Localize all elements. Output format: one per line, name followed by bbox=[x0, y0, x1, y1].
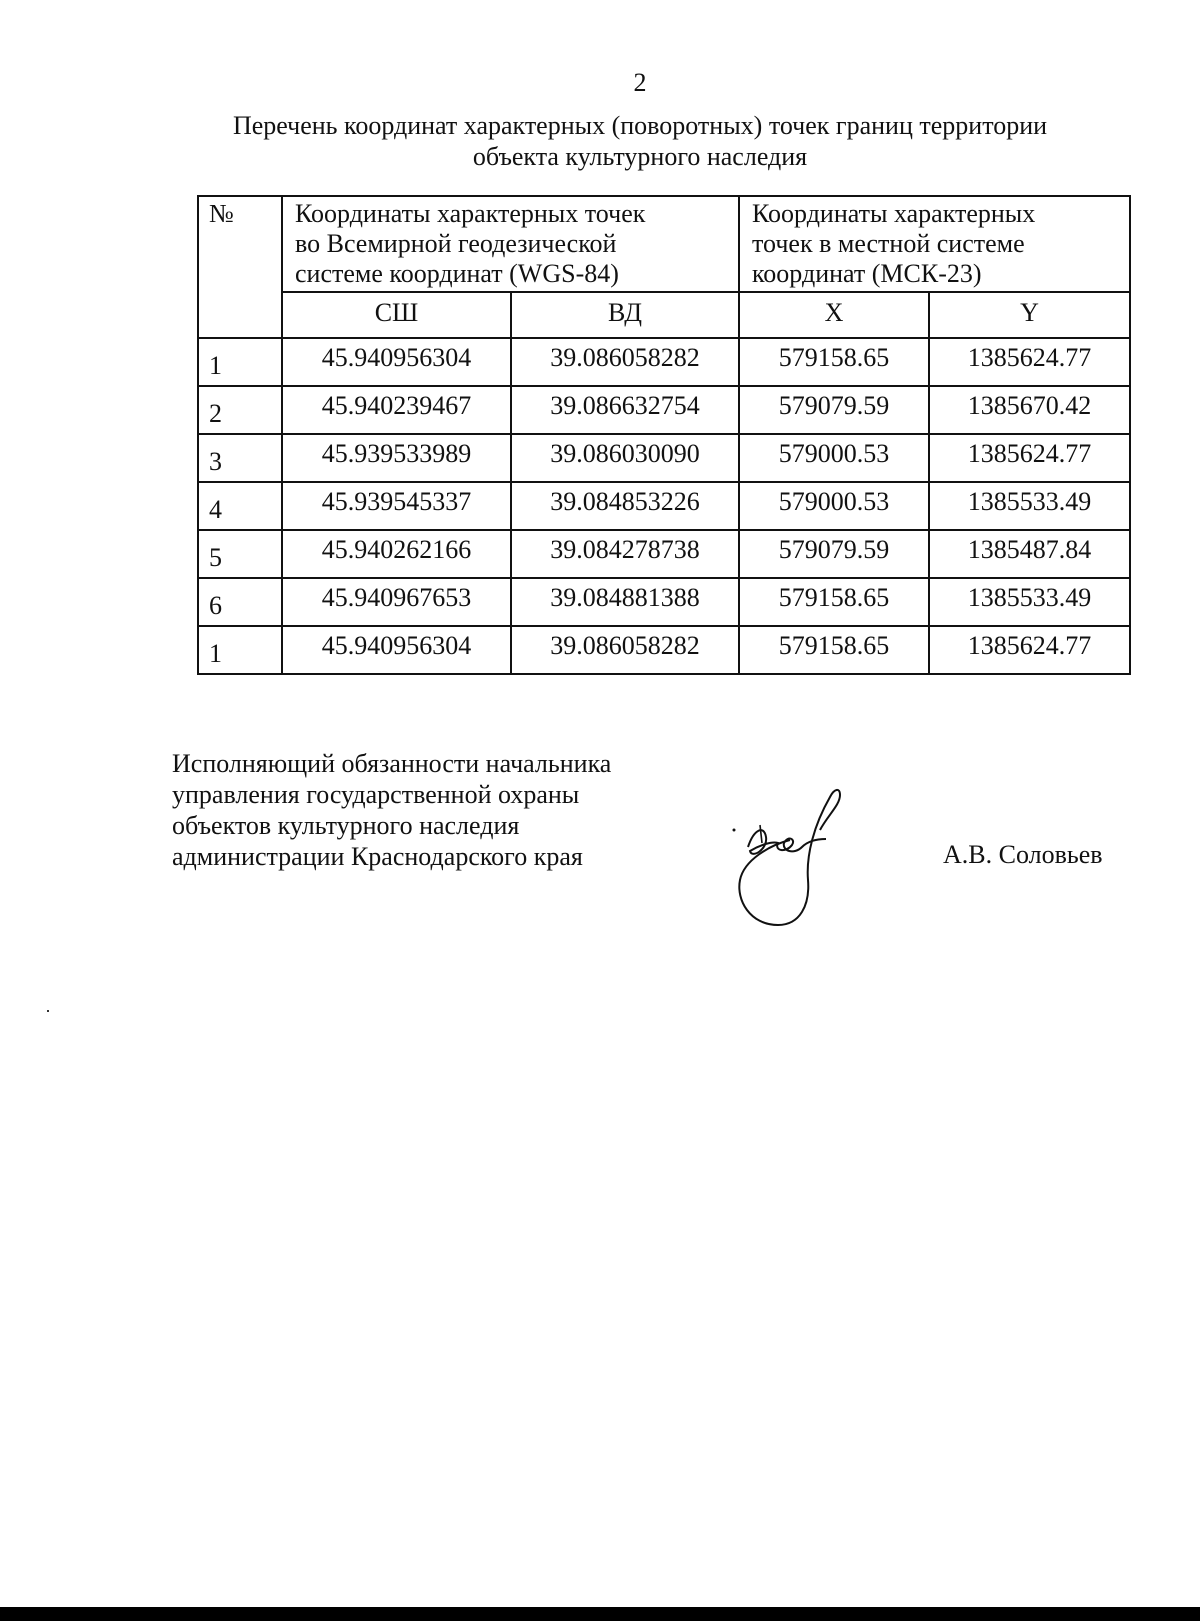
x-cell: 579079.59 bbox=[739, 530, 929, 578]
latitude-cell: 45.940262166 bbox=[282, 530, 511, 578]
table-row bbox=[198, 386, 1130, 434]
column-header-latitude: СШ bbox=[282, 292, 511, 338]
document-title bbox=[160, 110, 1120, 172]
x-cell: 579158.65 bbox=[739, 338, 929, 386]
y-cell: 1385533.49 bbox=[929, 482, 1130, 530]
header-line: во Всемирной геодезической bbox=[295, 229, 617, 258]
longitude-cell: 39.084278738 bbox=[511, 530, 739, 578]
title-line: Перечень координат характерных (поворотных) точек границ территории bbox=[232, 111, 1048, 140]
longitude-cell: 39.086030090 bbox=[511, 434, 739, 482]
point-number: 5 bbox=[198, 530, 282, 578]
coordinates-table bbox=[197, 195, 1131, 675]
header-line: Координаты характерных bbox=[752, 199, 1036, 228]
x-cell: 579158.65 bbox=[739, 626, 929, 674]
title-line: объекта культурного наследия bbox=[472, 142, 808, 171]
handwritten-signature bbox=[730, 785, 870, 930]
latitude-cell: 45.940239467 bbox=[282, 386, 511, 434]
table-subheader-row bbox=[198, 292, 1130, 338]
table-row bbox=[198, 434, 1130, 482]
column-header-y: Y bbox=[929, 292, 1130, 338]
table-row bbox=[198, 626, 1130, 674]
longitude-cell: 39.084853226 bbox=[511, 482, 739, 530]
x-cell: 579158.65 bbox=[739, 578, 929, 626]
x-cell: 579000.53 bbox=[739, 434, 929, 482]
column-header-x: X bbox=[739, 292, 929, 338]
header-line: точек в местной системе bbox=[752, 229, 1025, 258]
table-row bbox=[198, 530, 1130, 578]
header-line: системе координат (WGS-84) bbox=[295, 259, 619, 288]
latitude-cell: 45.940967653 bbox=[282, 578, 511, 626]
column-group-wgs84 bbox=[282, 196, 739, 292]
signer-name: А.В. Соловьев bbox=[943, 840, 1103, 869]
latitude-cell: 45.940956304 bbox=[282, 626, 511, 674]
column-header-longitude: ВД bbox=[511, 292, 739, 338]
longitude-cell: 39.084881388 bbox=[511, 578, 739, 626]
latitude-cell: 45.939533989 bbox=[282, 434, 511, 482]
x-cell: 579000.53 bbox=[739, 482, 929, 530]
point-number: 2 bbox=[198, 386, 282, 434]
table-row bbox=[198, 338, 1130, 386]
table-header-row bbox=[198, 196, 1130, 292]
scan-artifact bbox=[47, 1010, 49, 1012]
longitude-cell: 39.086058282 bbox=[511, 338, 739, 386]
latitude-cell: 45.940956304 bbox=[282, 338, 511, 386]
position-line: администрации Краснодарского края bbox=[172, 842, 583, 871]
table-row bbox=[198, 482, 1130, 530]
point-number: 4 bbox=[198, 482, 282, 530]
point-number: 6 bbox=[198, 578, 282, 626]
position-line: управления государственной охраны bbox=[172, 780, 580, 809]
signatory-position bbox=[172, 748, 611, 872]
y-cell: 1385624.77 bbox=[929, 338, 1130, 386]
point-number: 1 bbox=[198, 626, 282, 674]
table-row bbox=[198, 578, 1130, 626]
y-cell: 1385624.77 bbox=[929, 434, 1130, 482]
column-header-number: № bbox=[198, 196, 282, 338]
header-line: Координаты характерных точек bbox=[295, 199, 646, 228]
point-number: 3 bbox=[198, 434, 282, 482]
position-line: объектов культурного наследия bbox=[172, 811, 520, 840]
y-cell: 1385670.42 bbox=[929, 386, 1130, 434]
position-line: Исполняющий обязанности начальника bbox=[172, 749, 612, 778]
longitude-cell: 39.086632754 bbox=[511, 386, 739, 434]
page-number: 2 bbox=[633, 68, 647, 97]
header-line: координат (МСК-23) bbox=[752, 259, 982, 288]
point-number: 1 bbox=[198, 338, 282, 386]
scan-bottom-edge bbox=[0, 1607, 1200, 1621]
y-cell: 1385533.49 bbox=[929, 578, 1130, 626]
y-cell: 1385624.77 bbox=[929, 626, 1130, 674]
x-cell: 579079.59 bbox=[739, 386, 929, 434]
latitude-cell: 45.939545337 bbox=[282, 482, 511, 530]
column-group-msk23 bbox=[739, 196, 1130, 292]
longitude-cell: 39.086058282 bbox=[511, 626, 739, 674]
y-cell: 1385487.84 bbox=[929, 530, 1130, 578]
